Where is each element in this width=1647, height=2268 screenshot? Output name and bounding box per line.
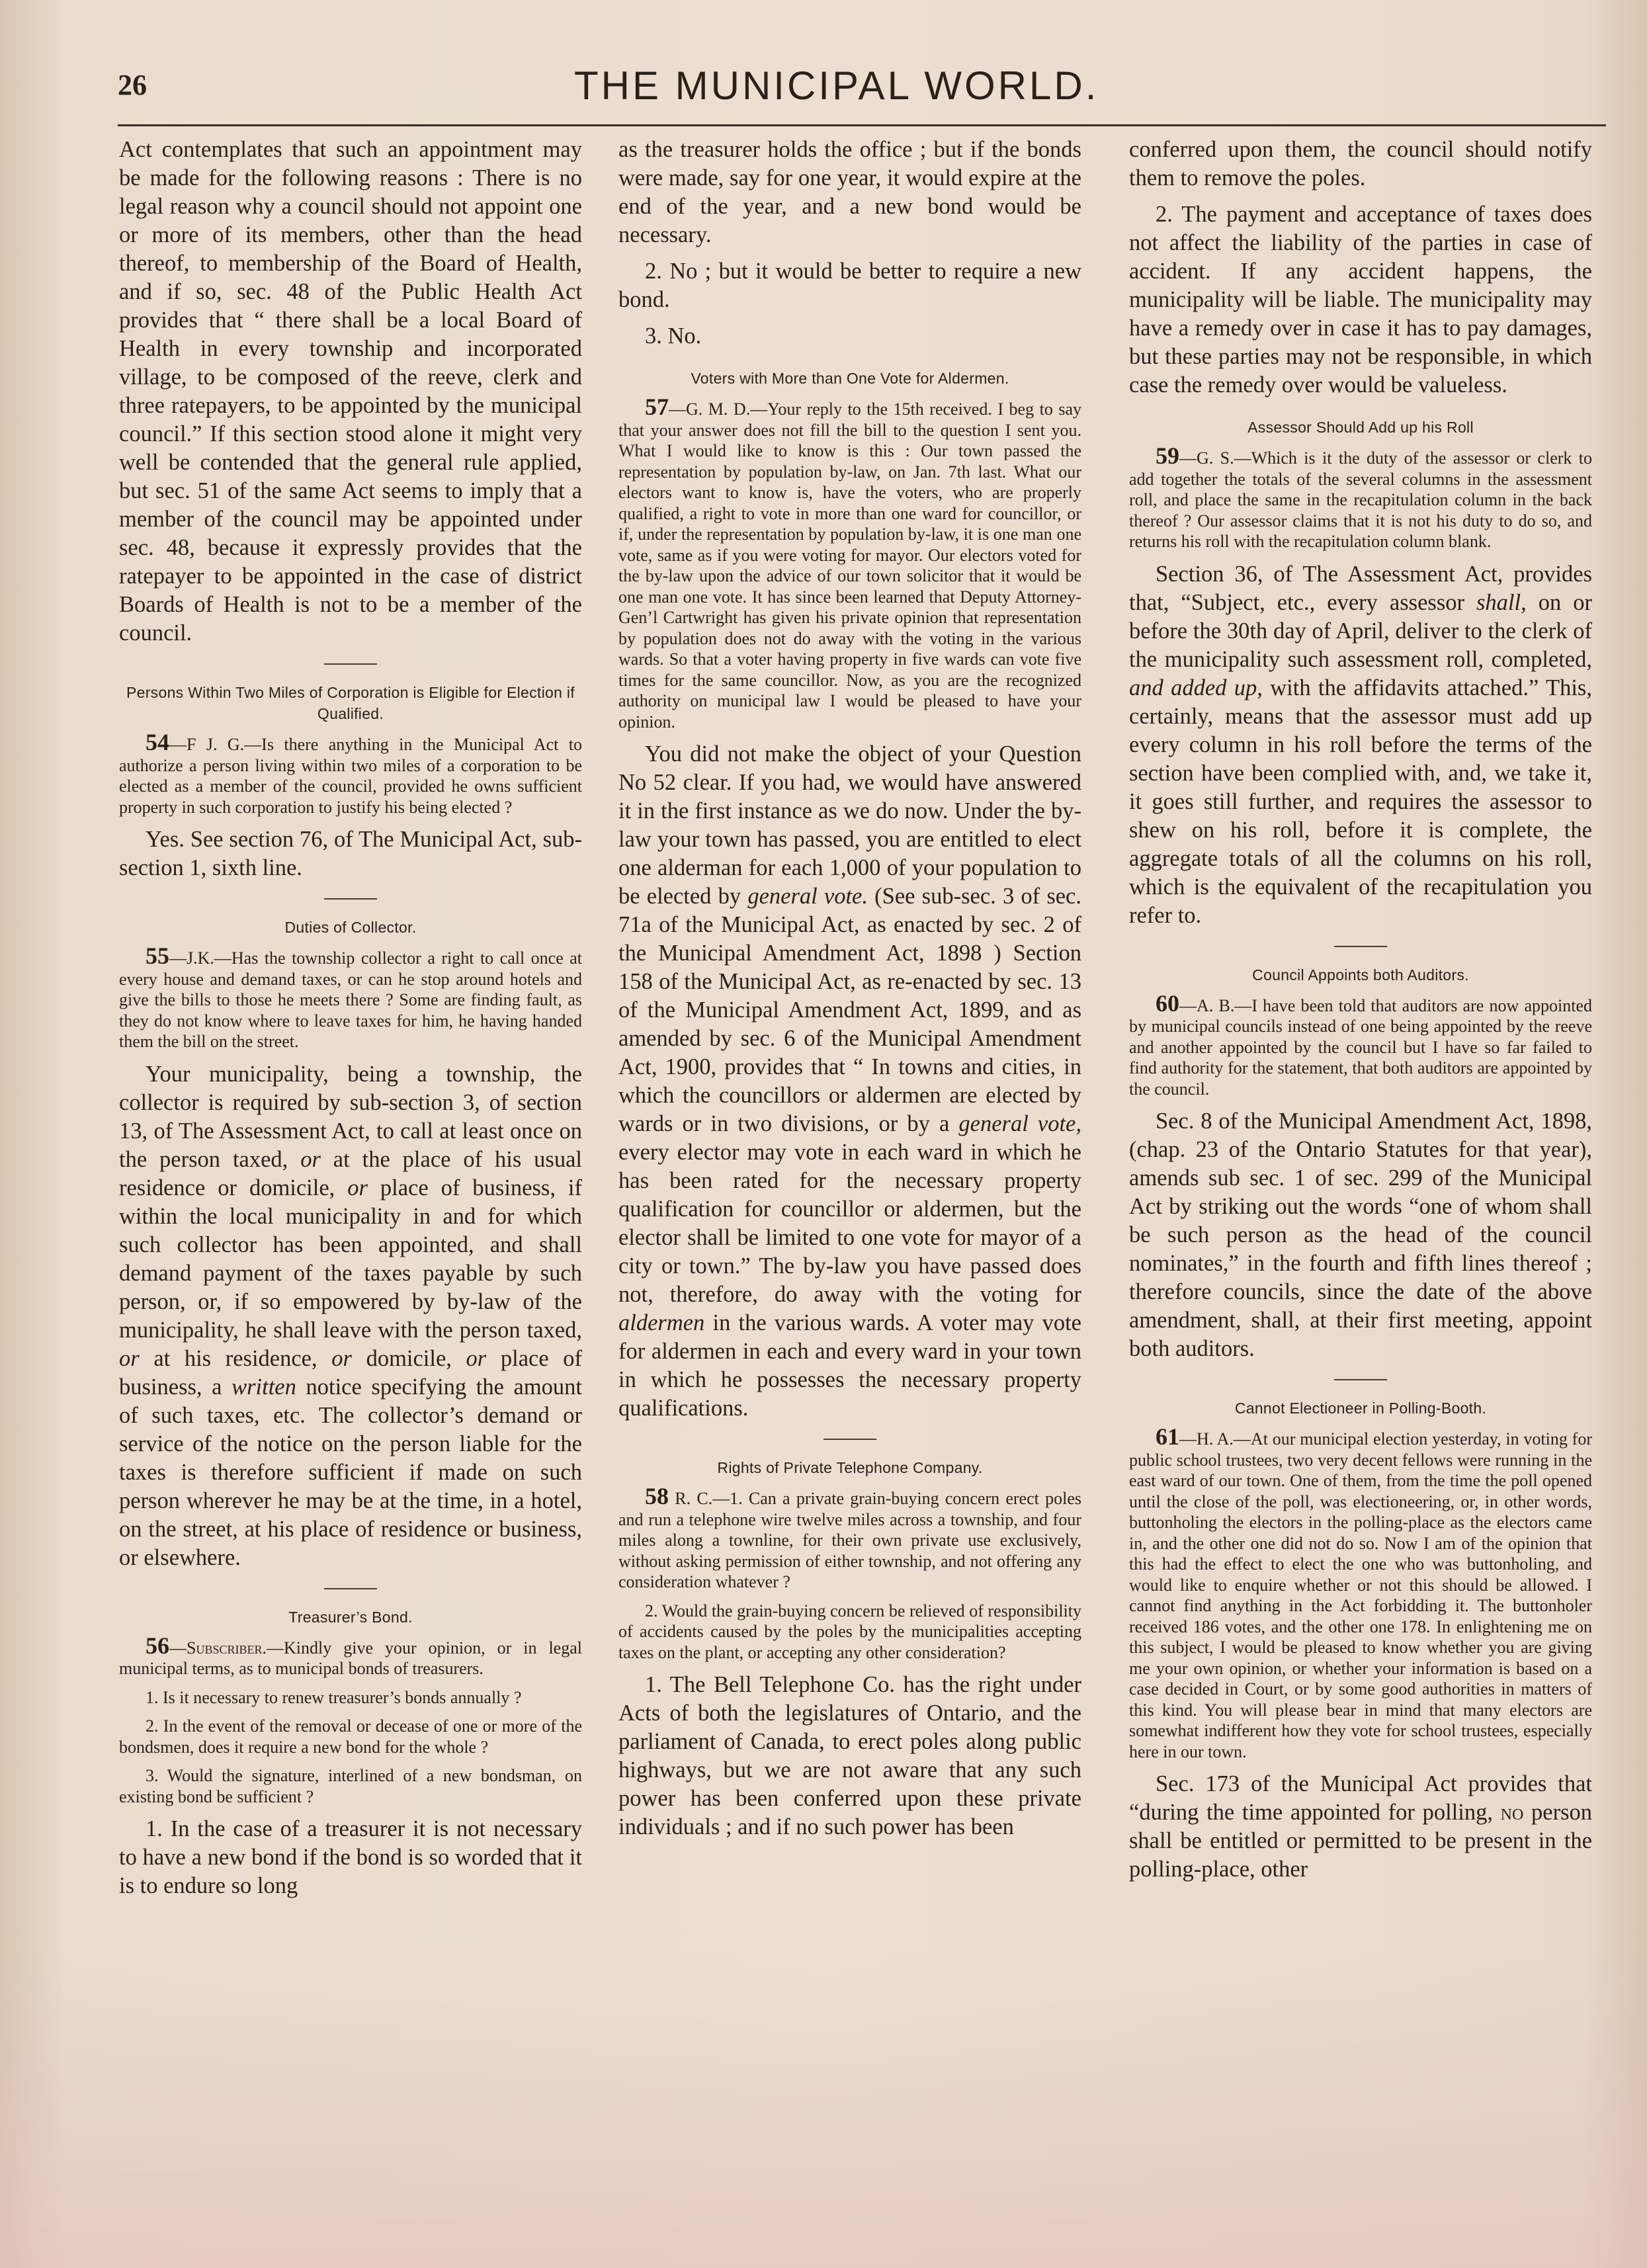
page-header: [118, 63, 1607, 116]
answer-text: person shall be entitled or permitted to be present in the polling-place, other: [1129, 1800, 1592, 1882]
question-61: [1129, 1423, 1592, 1762]
answer-text: with the affidavits attached.” This, certainly, means that the assessor must add up every column in his roll before the terms of the section have been complied with, and, we take it, it goes still further, and requires the assessor to shew on his roll, before it is complete, the aggregate totals of all the columns on his roll, which is the equivalent of the recapitulation you refer to.: [1129, 675, 1592, 928]
emphasis: no: [1500, 1800, 1524, 1825]
answer-56-part-1: 1. In the case of a treasurer it is not necessary to have a new bond if the bond is so worded that it is to endure so long: [119, 1816, 582, 1898]
emphasis: or: [119, 1345, 140, 1371]
answer-text: at his residence,: [139, 1345, 332, 1371]
answer-text: notice specifying the amount of such taxes, etc. The collector’s demand or service of the notice on the person liable for the taxes is therefore sufficient if made on such person wherever he may be at the time, in a hotel, on the street, at his place of residence or business, or elsewhere.: [119, 1374, 582, 1570]
question-60: [1129, 989, 1592, 1100]
answer-text: place of business, if within the local municipality in and for which such collector has been appointed, and shall demand payment of the taxes payable by such person, or, if so empowered by by-law of the municipality, he shall leave with the person taxed,: [119, 1175, 582, 1343]
question-57: [618, 394, 1081, 732]
answer-text: Sec. 173 of the Municipal Act provides that “during the time appointed for polling,: [1129, 1771, 1592, 1825]
emphasis: or: [300, 1146, 321, 1172]
question-item: 3. Would the signature, interlined of a new bondsman, on existing bond be sufficient ?: [119, 1766, 582, 1806]
emphasis: or: [466, 1345, 487, 1371]
emphasis: or: [347, 1175, 368, 1200]
answer-text: You did not make the object of your Question No 52 clear. If you had, we would have answered it in the first instance as we do now. Under the by-law your town has passed, you are entitled to elect one alderman for each 1,000 of your population to be elected by: [618, 741, 1081, 909]
question-number: 56: [146, 1632, 169, 1659]
column-3: [1129, 136, 1592, 2242]
question-heading: Treasurer’s Bond.: [288, 1608, 413, 1626]
answer-continued: conferred upon them, the council should notify them to remove the poles.: [1129, 137, 1592, 190]
answer-item: 2. No ; but it would be better to require a new bond.: [618, 259, 1081, 312]
question-text: R. C.—1. Can a private grain-buying concern erect poles and run a telephone wire twelve miles across a township, and four miles along a townline, for their own private use exclusively, without asking permission of either township, and not offering any consideration whatever ?: [618, 1489, 1081, 1591]
question-number: 61: [1156, 1423, 1179, 1450]
emphasis: general vote.: [747, 884, 868, 909]
answer-text: Your municipality, being a township, the collector is required by sub-section 3, of section 13, of The Assessment Act, to call at least once on the person taxed,: [119, 1061, 582, 1172]
question-text: —F J. G.—Is there anything in the Municipal Act to authorize a person living within two miles of a corporation to be elected as a member of the council, provided he owns sufficient property in such corporation to justify his being elected ?: [119, 735, 582, 817]
question-number: 55: [146, 943, 169, 969]
question-text: —Kindly give your opinion, or in legal municipal terms, as to municipal bonds of treasurers.: [119, 1638, 582, 1678]
question-text: —G. S.—Which is it the duty of the assessor or clerk to add together the totals of the several columns in the assessment roll, and place the same in the recapitulation column in the back thereof ? Our assessor claims that it is not his duty to do so, and returns his roll with the recapitulation column blank.: [1129, 448, 1592, 551]
question-heading: Persons Within Two Miles of Corporation is Eligible for Election if Qualified.: [126, 684, 575, 722]
answer-text: every elector may vote in each ward in which he has been rated for the necessary property qualification for councillor or aldermen, but the elector shall be limited to one vote for mayor of a city or town.” The by-law you have passed does not, therefore, do away with the voting for: [618, 1140, 1081, 1307]
emphasis: shall,: [1476, 589, 1527, 615]
question-number: 54: [146, 729, 169, 755]
answer-item: 2. The payment and acceptance of taxes does not affect the liability of the parties in case of accident. If any accident happens, the municipality will be liable. The municipality may have a remedy over in case it has to pay damages, but these parties may not be responsible, in which case the remedy over would be valueless.: [1129, 202, 1592, 398]
answer-text: Section 36, of The Assessment Act, provides that, “Subject, etc., every assessor: [1129, 561, 1592, 615]
question-heading: Council Appoints both Auditors.: [1252, 966, 1469, 984]
question-number: 57: [645, 394, 669, 420]
section-divider: [324, 663, 377, 665]
question-text: —G. M. D.—Your reply to the 15th received. I beg to say that your answer does not fill the bill to the question I sent you. What I would like to know is this : Our town passed the representation by population by-law, on Jan. 7th last. What our electors want to know is, have the voters, who are properly qualified, a right to vote in more than one ward for councillor, or if, under the representation by population by-law, it is one man one vote, same as if you were voting for mayor. Our electors voted for the by-law upon the advice of our town solicitor that it would be one man one vote. It has since been learned that Deputy Attorney-Gen’l Cartwright has given his private opinion that representation by population does not do away with the voting in the various wards. So that a voter having property in five wards can vote five times for the same councillor. Now, as you are the recognized authority on municipal law I would be pleased to have your opinion.: [618, 399, 1081, 732]
answer-58-part-1: 1. The Bell Telephone Co. has the right under Acts of both the legislatures of Ontario, and the parliament of Canada, to erect poles along public highways, but we are not aware that any such power has been conferred upon these private individuals ; and if no such power has been: [618, 1672, 1081, 1839]
emphasis: aldermen: [618, 1310, 705, 1335]
question-text: —J.K.—Has the township collector a right to call once at every house and demand taxes, or can he stop around hotels and give the bills to those he meets there ? Some are finding fault, as they do not know where to leave taxes for him, he having handed them the bill on the street.: [119, 948, 582, 1051]
question-text: —A. B.—I have been told that auditors are now appointed by municipal councils instead of one being appointed by the reeve and another appointed by the council but I have so far failed to find authority for the statement, that both auditors are appointed by the council.: [1129, 995, 1592, 1099]
answer-text: domicile,: [351, 1345, 466, 1371]
answer-60: Sec. 8 of the Municipal Amendment Act, 1898, (chap. 23 of the Ontario Statutes for that year), amends sub sec. 1 of sec. 299 of the Municipal Act by striking out the words “one of whom shall be such person as the head of the council nominates,” in the fourth and fifth lines thereof ; therefore councils, since the date of the above amendment, shall, at their first meeting, appoint both auditors.: [1129, 1109, 1592, 1361]
answer-59: [1129, 560, 1592, 930]
answer-text: (See sub-sec. 3 of sec. 71a of the Municipal Act, as enacted by sec. 2 of the Municipal Amendment Act, 1898 ) Section 158 of the Municipal Act, as re-enacted by sec. 13 of the Municipal Amendment Act, 1899, and as amended by sec. 6 of the Municipal Amendment Act, 1900, provides that “ In towns and cities, in which the councillors or aldermen are elected by wards or in two divisions, or by a: [618, 884, 1081, 1136]
question-item: 2. Would the grain-buying concern be relieved of responsibility of accidents caused by the poles by the municipalities accepting taxes on the plant, or accepting any other consideration?: [618, 1601, 1081, 1662]
answer-item: 3. No.: [645, 323, 702, 349]
question-text: —H. A.—At our municipal election yesterday, in voting for public school trustees, two very decent fellows were running in the east ward of our town. One of them, from the time the poll opened until the close of the poll, was electioneering, or, in other words, buttonholing the electors in the polling-place as the electors came in, and the other one did not do so. Now I am of the opinion that this had the effect to elect the one who was buttonholing, and would like to enquire whether or not this should be allowed. I cannot find anything in the Act forbidding it. The buttonholer received 186 votes, and the other one 178. In enlightening me on this subject, I would be pleased to know whether you are giving me your own opinion, or whether your information is based on a case decided in Court, or by some good authorities in matters of this kind. You will please bear in mind that many electors are somewhat indifferent how they vote for school trustees, especially here in our town.: [1129, 1429, 1592, 1761]
emphasis: general vote,: [958, 1111, 1081, 1136]
emphasis: written: [232, 1374, 296, 1400]
question-54: [119, 729, 582, 818]
column-2: [618, 136, 1081, 2242]
section-divider: [1334, 946, 1387, 947]
page-number: 26: [118, 69, 147, 101]
question-number: 60: [1156, 989, 1179, 1017]
question-heading: Cannot Electioneer in Polling-Booth.: [1234, 1400, 1487, 1417]
question-item: 2. In the event of the removal or decease of one or more of the bondsmen, does it require a new bond for the whole ?: [119, 1716, 582, 1757]
question-56: [119, 1632, 582, 1679]
answer-55: [119, 1060, 582, 1572]
question-number: 58: [645, 1483, 669, 1509]
section-divider: [324, 1588, 377, 1589]
answer-continued: as the treasurer holds the office ; but if the bonds were made, say for one year, it would expire at the end of the year, and a new bond would be necessary.: [618, 137, 1081, 247]
answer-54: Yes. See section 76, of The Municipal Act, sub-section 1, sixth line.: [119, 827, 582, 880]
column-1: [119, 136, 582, 2242]
section-divider: [324, 898, 377, 900]
question-heading: Voters with More than One Vote for Aldermen.: [691, 370, 1009, 387]
masthead-title: THE MUNICIPAL WORLD.: [574, 63, 1099, 108]
question-58: [618, 1483, 1081, 1593]
answer-text: in the various wards. A voter may vote for aldermen in each and every ward in your town in which he possesses the necessary property qualifications.: [618, 1310, 1081, 1421]
answer-text: at the place of his usual residence or domicile,: [119, 1146, 582, 1200]
article-text: Act contemplates that such an appointment may be made for the following reasons : There is no legal reason why a council should not appoint one or more of its members, other than the head thereof, to membership of the Board of Health, and if so, sec. 48 of the Public Health Act provides that “ there shall be a local Board of Health in every township and incorporated village, to be composed of the reeve, clerk and three ratepayers, to be appointed by the municipal council.” If this section stood alone it might very well be contended that the general rule applied, but sec. 51 of the same Act seems to imply that a member of the council may be appointed under sec. 48, because it expressly provides that the ratepayer to be appointed in the case of district Boards of Health is not to be a member of the council.: [119, 137, 582, 646]
question-item: 1. Is it necessary to renew treasurer’s bonds annually ?: [146, 1687, 522, 1707]
section-divider: [824, 1439, 876, 1440]
header-rule: [118, 124, 1606, 126]
question-heading: Duties of Collector.: [284, 919, 417, 936]
answer-57: [618, 740, 1081, 1423]
question-heading: Assessor Should Add up his Roll: [1247, 419, 1474, 436]
emphasis: or: [331, 1345, 352, 1371]
question-55: [119, 943, 582, 1052]
question-59: [1129, 442, 1592, 552]
question-number: 59: [1156, 442, 1179, 469]
answer-text: place of business, a: [119, 1345, 582, 1400]
section-divider: [1334, 1379, 1387, 1380]
emphasis: and added up,: [1129, 675, 1263, 700]
question-heading: Rights of Private Telephone Company.: [717, 1459, 983, 1476]
questioner: —Subscriber.: [169, 1638, 267, 1658]
answer-text: on or before the 30th day of April, deliver to the clerk of the municipality such assessment roll, completed,: [1129, 589, 1592, 672]
answer-61: [1129, 1770, 1592, 1884]
